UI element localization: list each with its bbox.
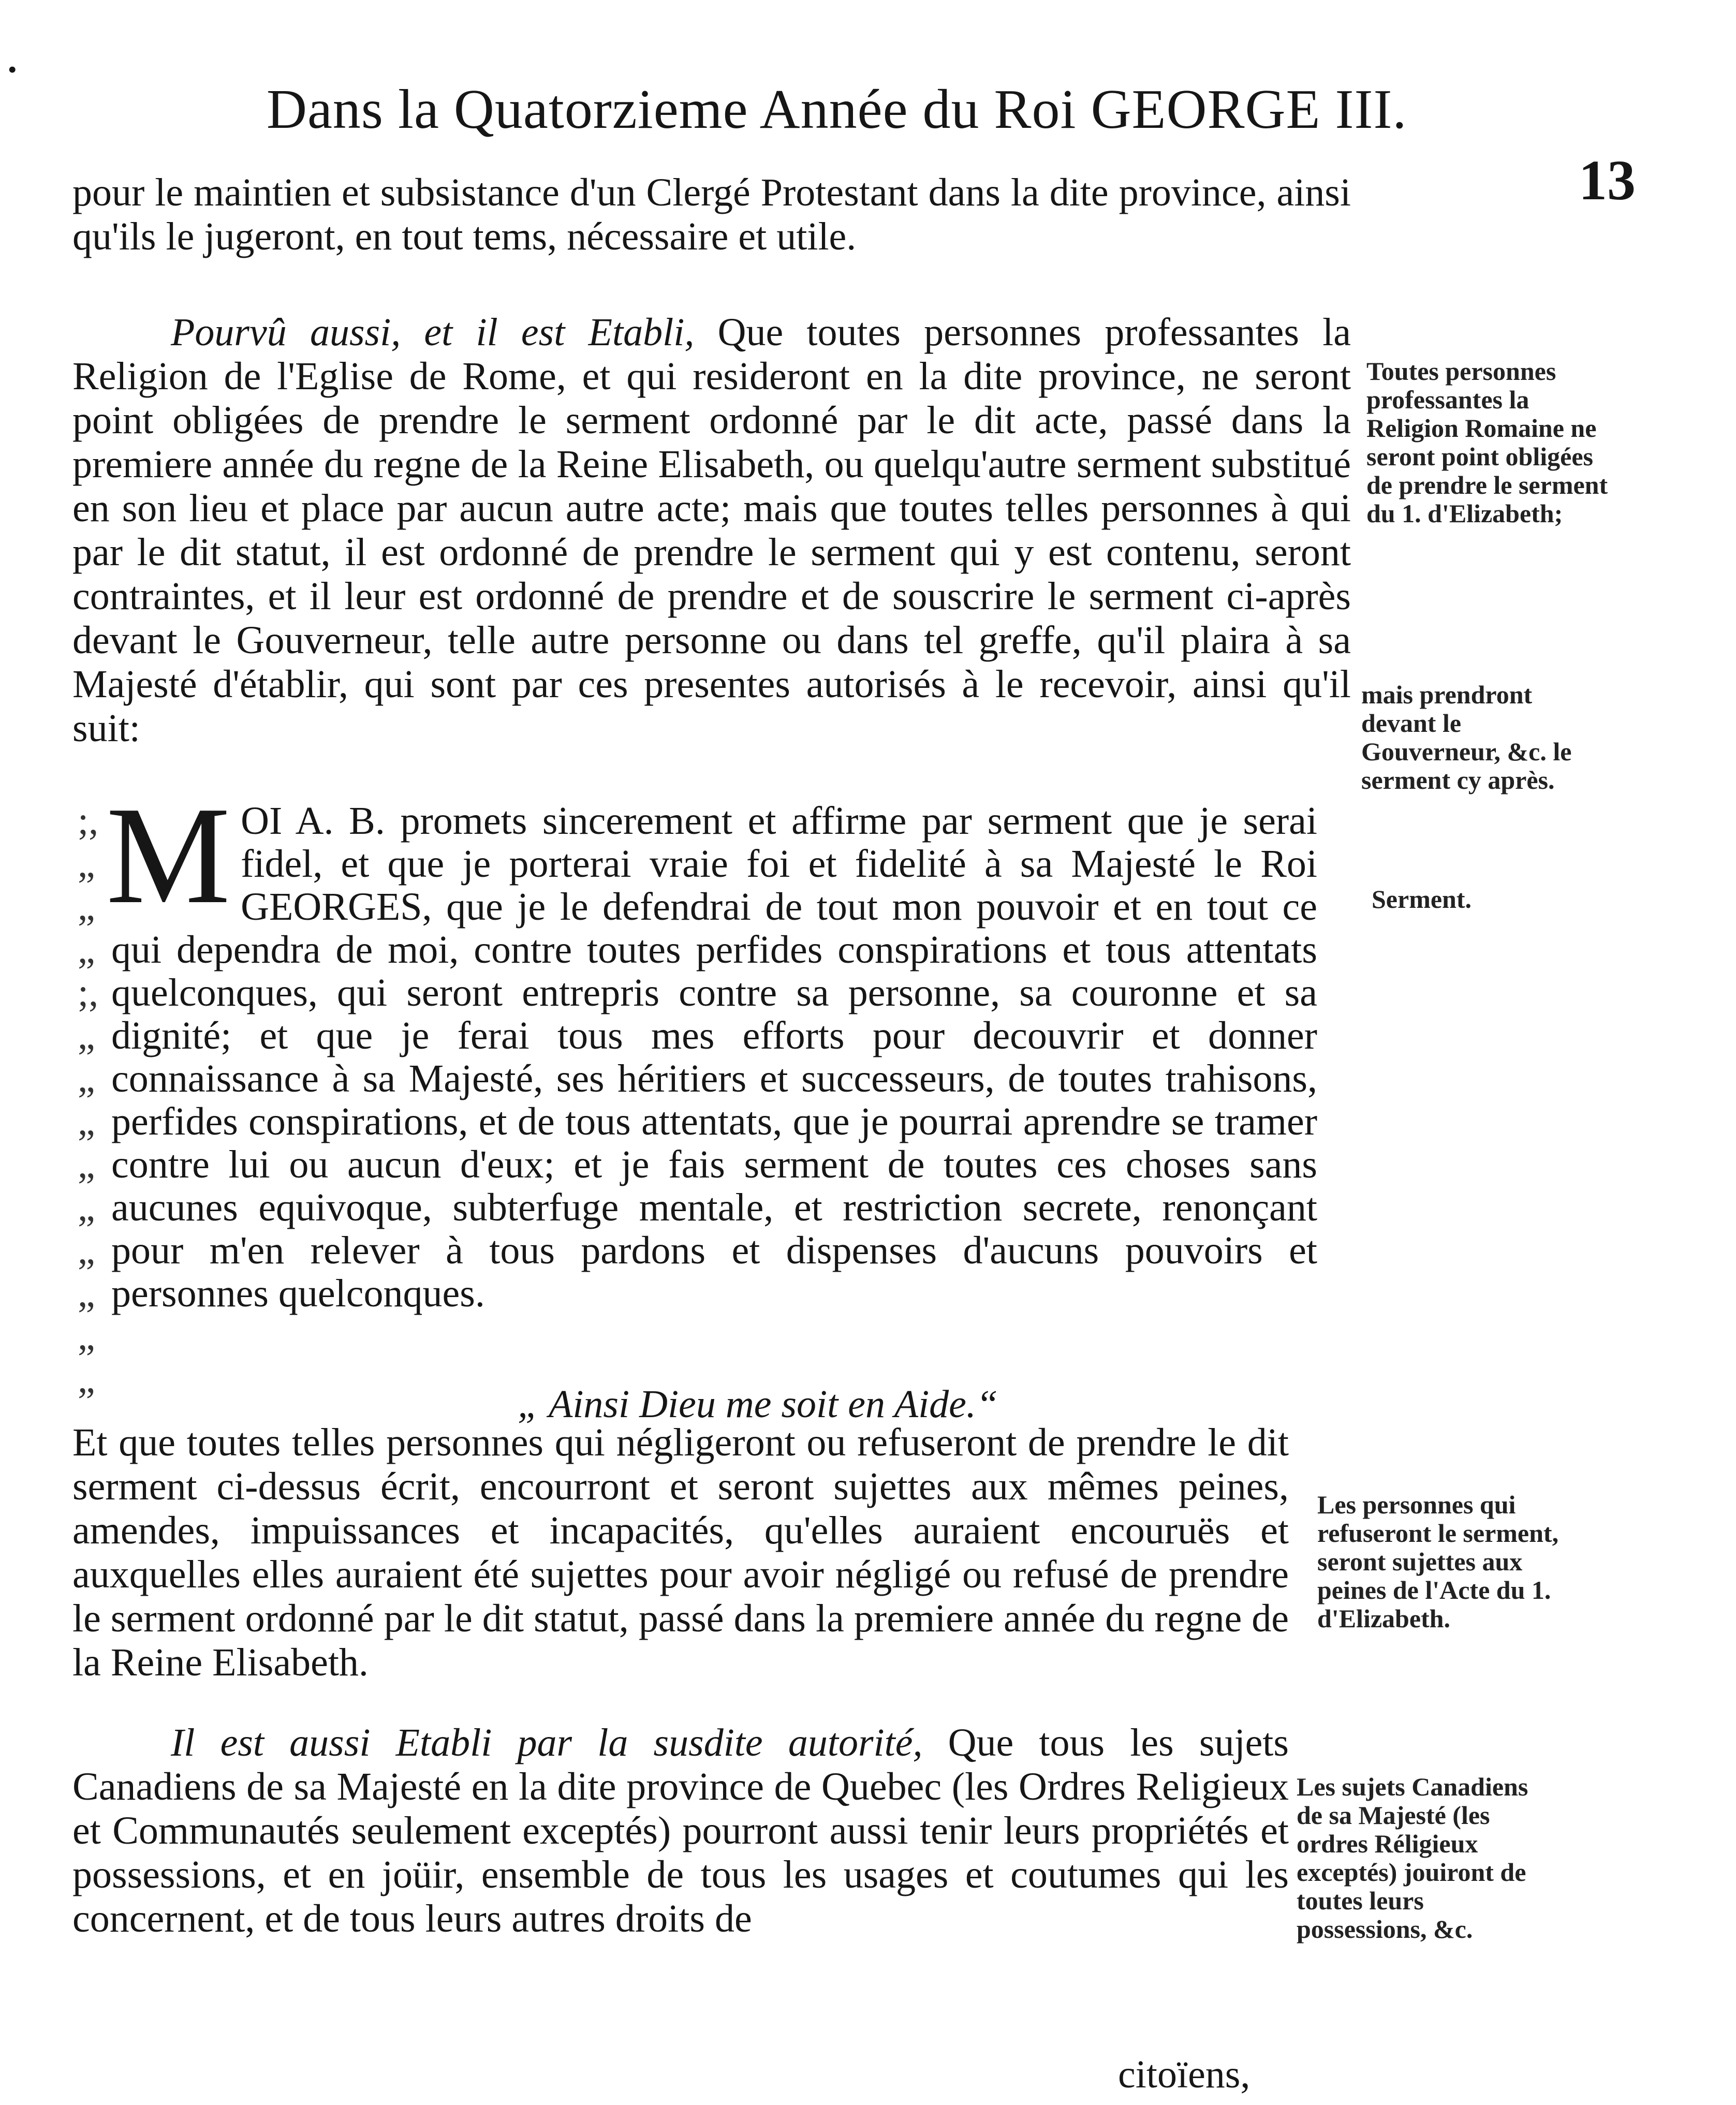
paragraph-4-lead: Il est aussi Etabli par la susdite autorité, bbox=[171, 1721, 923, 1764]
paragraph-3: Et que toutes telles personnes qui négligeront ou refuseront de prendre le dit serment ci-dessus écrit, encourront et seront sujettes aux mêmes peines, amendes, impuissances et incapacités, qu'elles auraient encouruës et auxquelles elles auraient été sujettes pour avoir négligé ou refusé de prendre le serment ordonné par le dit statut, passé dans la premiere année du regne de la Reine Elisabeth. bbox=[72, 1421, 1289, 1684]
oath-drop-cap: M bbox=[106, 778, 231, 933]
paragraph-2-lead: Pourvû aussi, et il est Etabli, bbox=[171, 311, 695, 354]
margin-note-3: Serment. bbox=[1372, 885, 1472, 914]
running-header: Dans la Quatorzieme Année du Roi GEORGE III. bbox=[267, 79, 1407, 140]
oath-text bbox=[106, 778, 1317, 1315]
oath-quote-marks: ;, „ „ „ ;, „ „ „ „ „ „ „ „ „ bbox=[78, 799, 99, 1401]
page-number: 13 bbox=[1579, 149, 1636, 212]
paragraph-1: pour le maintien et subsistance d'un Clergé Protestant dans la dite province, ainsi qu'ils le jugeront, en tout tems, nécessaire et utile. bbox=[72, 171, 1351, 258]
paragraph-2 bbox=[72, 311, 1351, 750]
oath-closing: „ Ainsi Dieu me soit en Aide.“ bbox=[518, 1382, 998, 1426]
paragraph-4 bbox=[72, 1721, 1289, 1941]
oath-body: OI A. B. promets sincerement et affirme par serment que je serai fidel, et que je porterai vraie foi et fidelité à sa Majesté le Roi GEORGES, que je le defendrai de tout mon pouvoir et en tout ce qui dependra de moi, contre toutes perfides conspirations et tous attentats quelconques, qui seront entrepris contre sa personne, sa couronne et sa dignité; et que je ferai tous mes efforts pour decouvrir et donner connaissance à sa Majesté, ses héritiers et successeurs, de toutes trahisons, perfides conspirations, et de tous attentats, que je pourrai aprendre se tramer contre lui ou aucun d'eux; et je fais serment de toutes ces choses sans aucunes equivoque, subterfuge mentale, et restriction secrete, renonçant pour m'en relever à tous pardons et dispenses d'aucuns pouvoirs et personnes quelconques. bbox=[111, 799, 1317, 1315]
catchword: citoïens, bbox=[1118, 2053, 1250, 2096]
margin-note-2: mais prendront devant le Gouverneur, &c. le serment cy après. bbox=[1361, 680, 1572, 794]
margin-note-4: Les personnes qui refuseront le serment, seront sujettes aux peines de l'Acte du 1. d'Elizabeth. bbox=[1317, 1490, 1559, 1633]
margin-note-1: Toutes personnes professantes la Religion Romaine ne seront point obligées de prendre le serment du 1. d'Elizabeth; bbox=[1366, 357, 1608, 528]
margin-note-5: Les sujets Canadiens de sa Majesté (les ordres Réligieux exceptés) jouiront de toutes leurs possessions, &c. bbox=[1297, 1772, 1528, 1944]
paragraph-2-text: Que toutes personnes professantes la Religion de l'Eglise de Rome, et qui resideront en la dite province, ne seront point obligées de prendre le serment ordonné par le dit acte, passé dans la premiere année du regne de la Reine Elisabeth, ou quelqu'autre serment substitué en son lieu et place par aucun autre acte; mais que toutes telles personnes à qui par le dit statut, il est ordonné de prendre le serment qui y est contenu, seront contraintes, et il leur est ordonné de prendre et de souscrire le serment ci-après devant le Gouverneur, telle autre personne ou dans tel greffe, qu'il plaira à sa Majesté d'établir, qui sont par ces presentes autorisés à le recevoir, ainsi qu'il suit: bbox=[72, 311, 1351, 750]
paragraph-4-text: Que tous les sujets Canadiens de sa Majesté en la dite province de Quebec (les Ordres Religieux et Communautés seulement exceptés) pourront aussi tenir leurs propriétés et possessions, et en joüir, ensemble de tous les usages et coutumes qui les concernent, et de tous leurs autres droits de bbox=[72, 1721, 1289, 1940]
page-mark: • bbox=[8, 55, 17, 84]
